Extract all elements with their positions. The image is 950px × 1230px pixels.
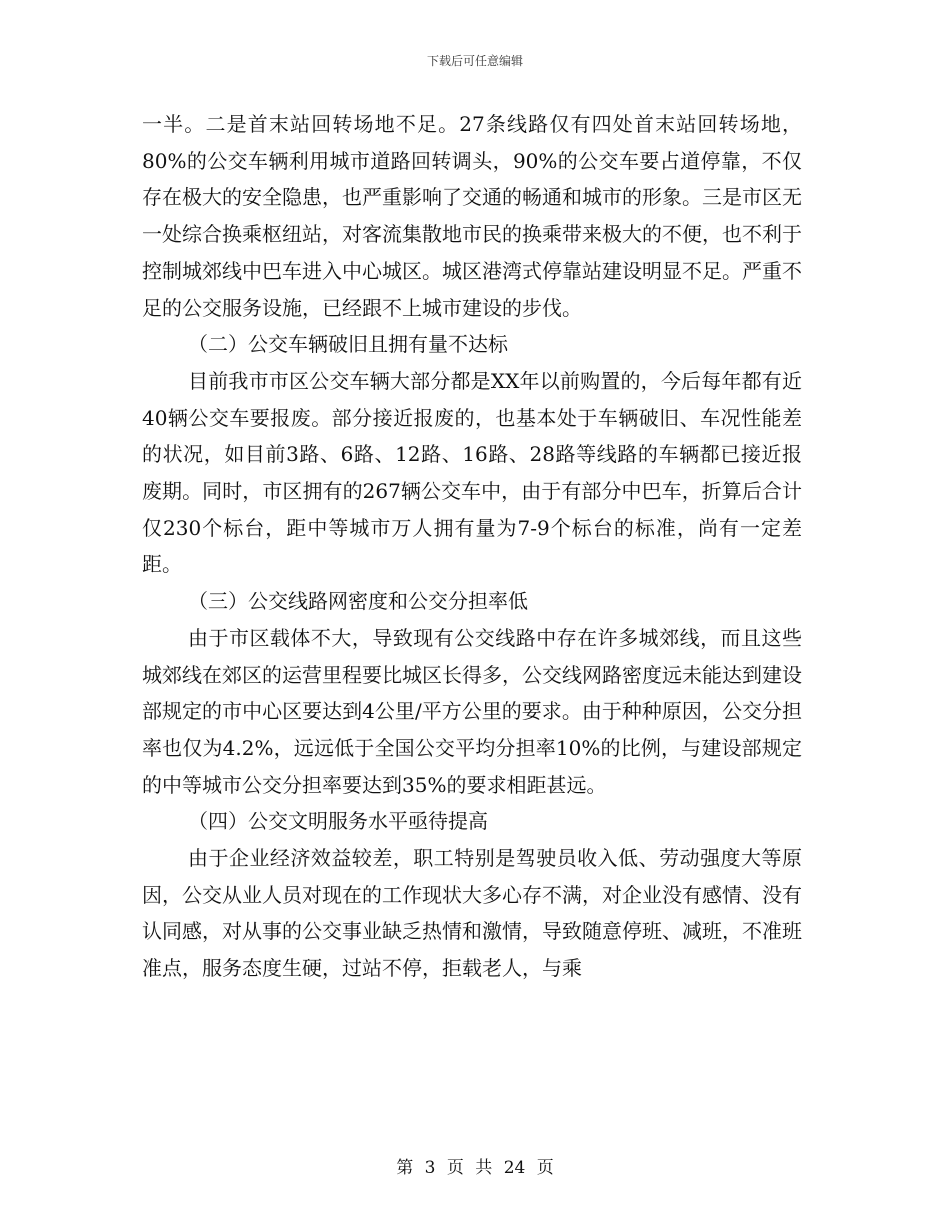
paragraph-facilities: 一半。二是首末站回转场地不足。27条线路仅有四处首末站回转场地，80%的公交车辆利用城市道路回转调头，90%的公交车要占道停靠，不仅存在极大的安全隐患，也严重影响了交通的畅通和城市的形象。三是市区无一处综合换乘枢纽站，对客流集散地市民的换乘带来极大的不便，也不利于控制城郊线中巴车进入中心城区。城区港湾式停靠站建设明显不足。严重不足的公交服务设施，已经跟不上城市建设的步伐。 [142,112,802,320]
page-header-note: 下载后可任意编辑 [426,54,523,68]
paragraph-service: 由于企业经济效益较差，职工特别是驾驶员收入低、劳动强度大等原因，公交从业人员对现在的工作现状大多心存不满，对企业没有感情、没有认同感，对从事的公交事业缺乏热情和激情，导致随意停班、减班，不准班准点，服务态度生硬，过站不停，拒载老人，与乘 [142,846,802,981]
section-heading-network: （三）公交线路网密度和公交分担率低 [188,589,528,614]
paragraph-network: 由于市区载体不大，导致现有公交线路中存在许多城郊线，而且这些城郊线在郊区的运营里程要比城区长得多，公交线网路密度远未能达到建设部规定的市中心区要达到4公里/平方公里的要求。由于种种原因，公交分担率也仅为4.2%，远远低于全国公交平均分担率10%的比例，与建设部规定的中等城市公交分担率要达到35%的要求相距甚远。 [142,625,802,797]
paragraph-vehicles: 目前我市市区公交车辆大部分都是XX年以前购置的，今后每年都有近40辆公交车要报废。部分接近报废的，也基本处于车辆破旧、车况性能差的状况，如目前3路、6路、12路、16路、28路等线路的车辆都已接近报废期。同时，市区拥有的267辆公交车中，由于有部分中巴车，折算后合计仅230个标台，距中等城市万人拥有量为7-9个标台的标准，尚有一定差距。 [142,368,802,577]
section-heading-service: （四）公交文明服务水平亟待提高 [188,809,488,834]
document-body [142,106,802,987]
section-heading-vehicles: （二）公交车辆破旧且拥有量不达标 [188,332,508,357]
page-number-footer: 第 3 页 共 24 页 [396,1158,554,1178]
